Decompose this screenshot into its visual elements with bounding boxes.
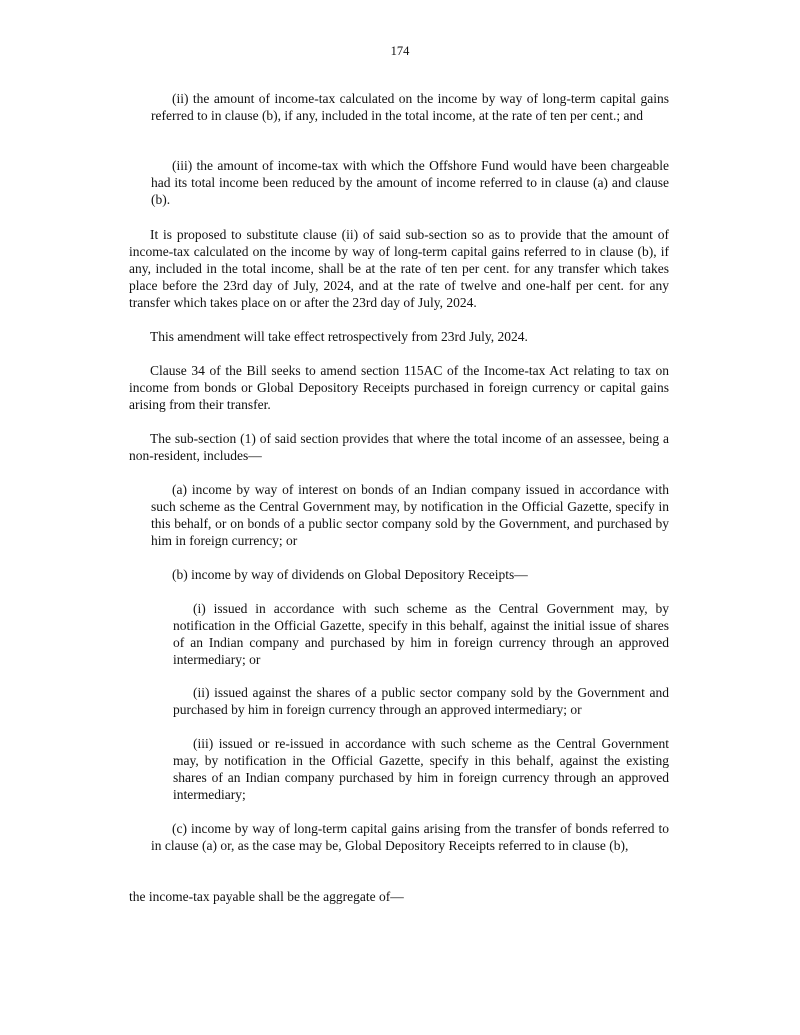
clause-iii-paragraph: (iii) the amount of income-tax with which the Offshore Fund would have been chargeable had its total income been reduced by the amount of income referred to in clause (a) and clause (b). (151, 158, 669, 207)
clause-ii-paragraph: (ii) the amount of income-tax calculated on the income by way of long-term capital gains referred to in clause (b), if any, included in the total income, at the rate of ten per cent.; and (151, 91, 669, 123)
proposal-paragraph: It is proposed to substitute clause (ii) of said sub-section so as to provide that the amount of income-tax calculated on the income by way of long-term capital gains referred to in clause (b), if any, included in the total income, shall be at the rate of ten per cent. for any transfer which takes place before the 23rd day of July, 2024, and at the rate of twelve and one-half per cent. for any transfer which takes place on or after the 23rd day of July, 2024. (129, 227, 669, 310)
page-number: 174 (390, 44, 410, 58)
sub-clause-i-paragraph: (i) issued in accordance with such scheme as the Central Government may, by notification in the Official Gazette, specify in this behalf, against the initial issue of shares of an Indian company and purchased by him in foreign currency through an approved intermediary; or (173, 601, 669, 667)
clause-c-paragraph: (c) income by way of long-term capital gains arising from the transfer of bonds referred to in clause (a) or, as the case may be, Global Depository Receipts referred to in clause (b), (151, 821, 669, 853)
sub-clause-ii-paragraph: (ii) issued against the shares of a public sector company sold by the Government and purchased by him in foreign currency through an approved intermediary; or (173, 685, 669, 717)
clause-b-paragraph: (b) income by way of dividends on Global Depository Receipts— (172, 567, 528, 582)
sub-clause-iii-paragraph: (iii) issued or re-issued in accordance with such scheme as the Central Government may, by notification in the Official Gazette, specify in this behalf, against the existing shares of an Indian company purchased by him in foreign currency through an approved intermediary; (173, 736, 669, 802)
clause-34-paragraph: Clause 34 of the Bill seeks to amend section 115AC of the Income-tax Act relating to tax on income from bonds or Global Depository Receipts purchased in foreign currency or capital gains arising from their transfer. (129, 363, 669, 412)
sub-section-1-paragraph: The sub-section (1) of said section provides that where the total income of an assessee, being a non-resident, includes— (129, 431, 669, 463)
aggregate-paragraph: the income-tax payable shall be the aggregate of— (129, 889, 404, 904)
amendment-effect-paragraph: This amendment will take effect retrospectively from 23rd July, 2024. (150, 329, 528, 344)
clause-a-paragraph: (a) income by way of interest on bonds of an Indian company issued in accordance with such scheme as the Central Government may, by notification in the Official Gazette, specify in this behalf, or on bonds of a public sector company sold by the Government, and purchased by him in foreign currency; or (151, 482, 669, 548)
